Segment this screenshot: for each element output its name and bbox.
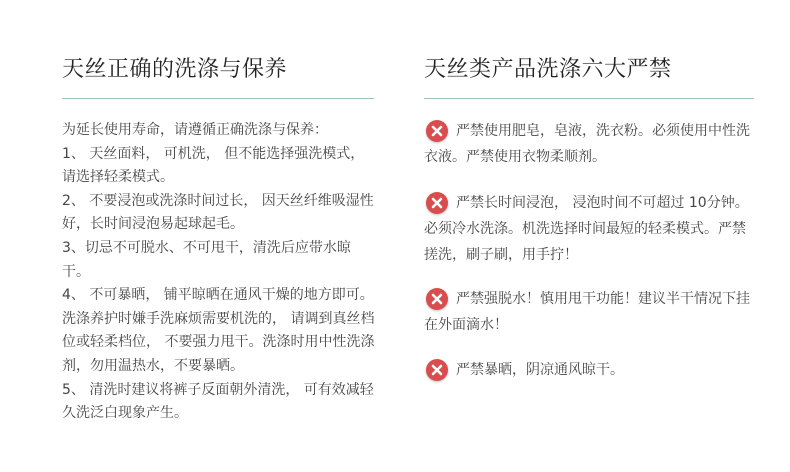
prohibition-text-4: 严禁暴晒，阴凉通风晾干。 [456, 362, 624, 378]
care-title-divider [62, 98, 374, 99]
care-item-3: 3、切忌不可脱水、不可甩干，清洗后应带水晾干。 [62, 239, 351, 280]
prohibition-item-2 [424, 192, 754, 270]
care-item-2: 2、 不要浸泡或洗涤时间过长， 因天丝纤维吸湿性好，长时间浸泡易起球起毛。 [62, 192, 374, 233]
prohibition-item-4 [424, 359, 754, 385]
care-item-1: 1、 天丝面料， 可机洗， 但不能选择强洗模式，请选择轻柔模式。 [62, 145, 365, 186]
prohibitions-title-divider [424, 98, 754, 99]
prohibition-text-3: 严禁强脱水！慎用甩干功能！建议半干情况下挂在外面滴水！ [424, 291, 750, 333]
care-item-5: 5、 清洗时建议将裤子反面朝外清洗， 可有效减轻久洗泛白现象产生。 [62, 381, 374, 422]
care-item-4: 4、 不可暴晒， 铺平晾晒在通风干燥的地方即可。洗涤养护时嫌手洗麻烦需要机洗的， 请调到真丝档位或轻柔档位， 不要强力甩干。洗涤时用中性洗涤剂，勿用温热水，不要暴晒。 [62, 287, 375, 374]
prohibition-item-1 [424, 120, 754, 172]
care-intro: 为延长使用寿命，请遵循正确洗涤与保养： [62, 122, 328, 138]
care-title: 天丝正确的洗涤与保养 [62, 57, 288, 82]
prohibition-item-3 [424, 288, 754, 340]
prohibitions-title: 天丝类产品洗涤六大严禁 [424, 57, 672, 82]
prohibition-text-1: 严禁使用肥皂，皂液，洗衣粉。必须使用中性洗衣液。严禁使用衣物柔顺剂。 [424, 123, 750, 165]
care-text-block [62, 119, 378, 426]
prohibition-text-2: 严禁长时间浸泡， 浸泡时间不可超过 10分钟。必须冷水洗涤。机洗选择时间最短的轻柔模式。严禁搓洗，刷子刷，用手拧！ [424, 195, 749, 263]
